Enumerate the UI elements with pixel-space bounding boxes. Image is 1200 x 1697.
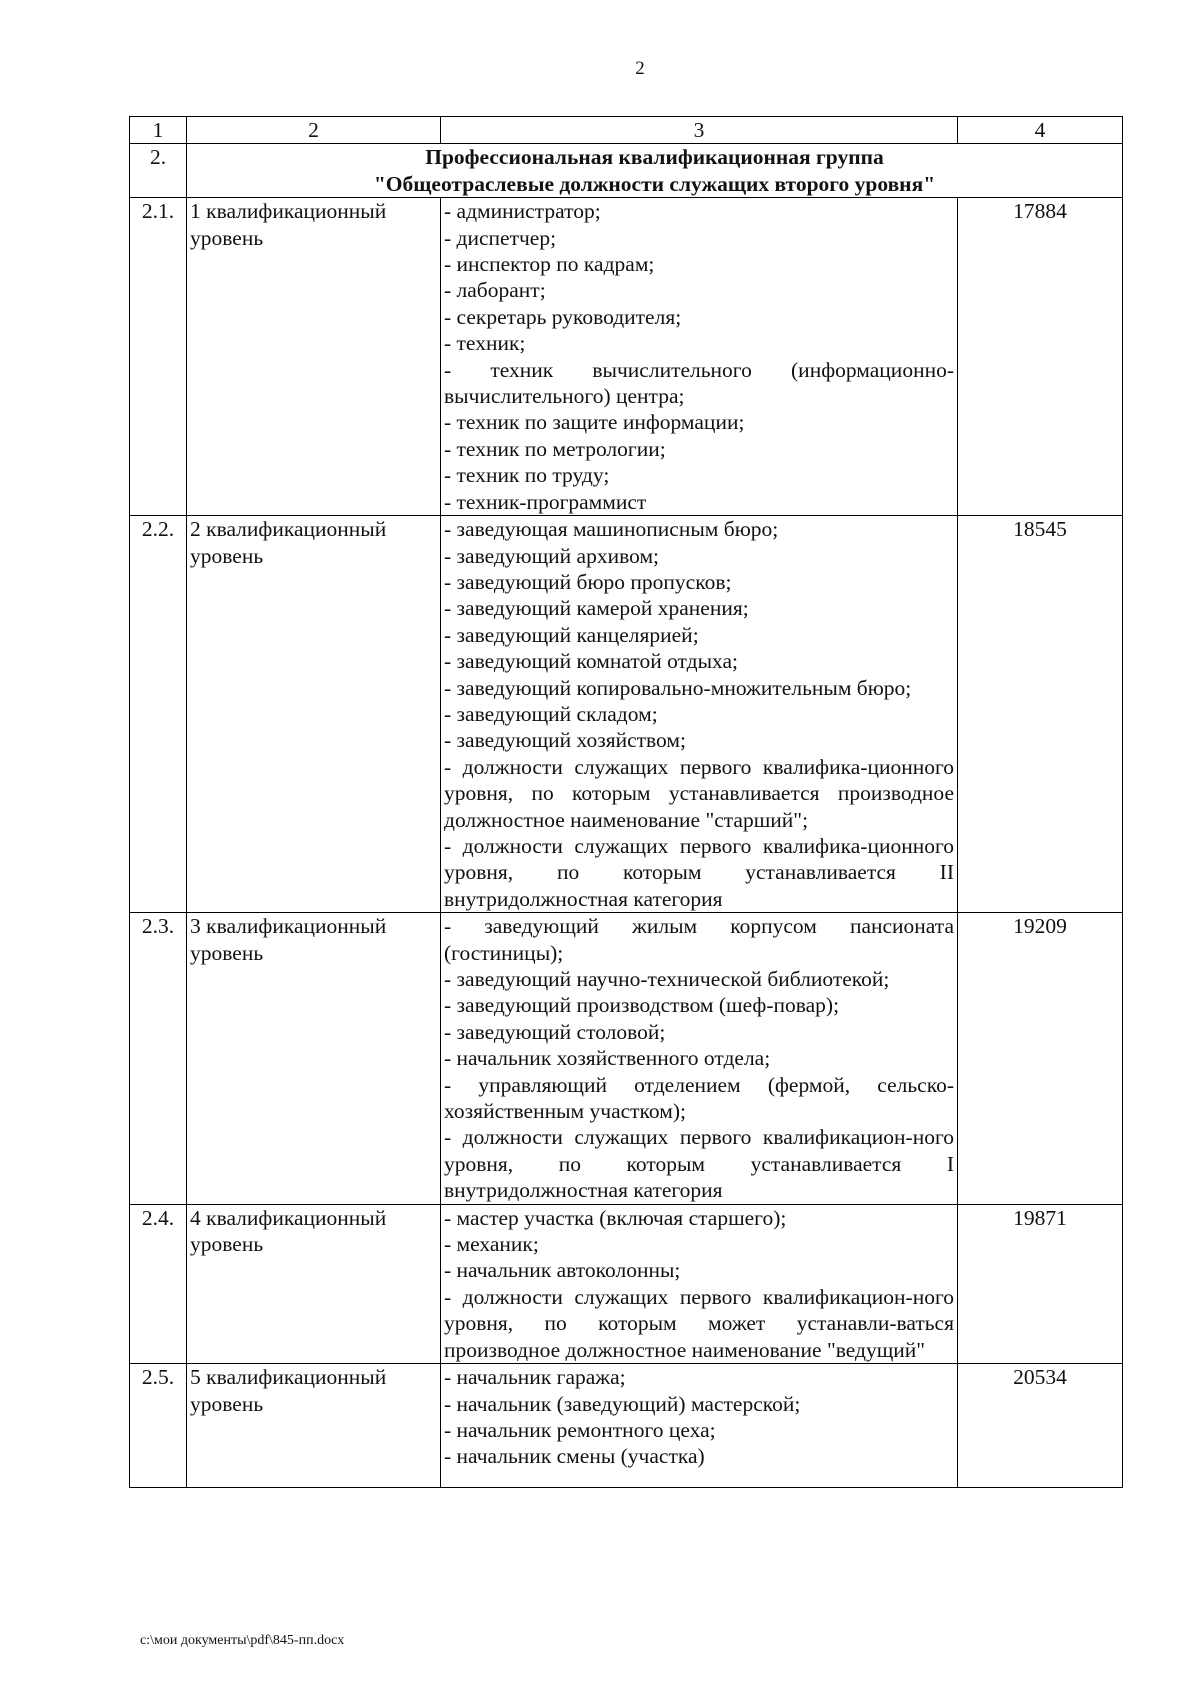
table-row — [130, 198, 1123, 516]
row-number: 2.3. — [130, 913, 187, 1204]
position-item: - мастер участка (включая старшего); — [444, 1205, 787, 1230]
position-item: - начальник хозяйственного отдела; — [444, 1046, 771, 1071]
position-item: - начальник ремонтного цеха; — [444, 1417, 716, 1442]
salary-value: 19209 — [958, 913, 1123, 1204]
position-item: - заведующий канцелярией; — [444, 622, 699, 647]
group-number: 2. — [130, 144, 187, 198]
position-item: - заведующая машинописным бюро; — [444, 517, 779, 542]
position-item: - техник по труду; — [444, 463, 610, 488]
column-number-1: 1 — [130, 117, 187, 144]
position-item: - заведующий хозяйством; — [444, 728, 686, 753]
qualification-level: 4 квалификационный уровень — [187, 1204, 441, 1363]
row-number: 2.1. — [130, 198, 187, 516]
position-item: - должности служащих первого квалифика-ционного уровня, по которым устанавливается II внутридолжностная категория — [444, 833, 954, 911]
position-item: - заведующий складом; — [444, 701, 658, 726]
positions-list — [441, 516, 958, 913]
table-row — [130, 516, 1123, 913]
position-item: - должности служащих первого квалификацион-ного уровня, по которым может устанавли-ваться производное должностное наименование "ведущий" — [444, 1284, 954, 1362]
positions-list — [441, 1364, 958, 1488]
salary-value: 19871 — [958, 1204, 1123, 1363]
position-item: - заведующий жилым корпусом пансионата (гостиницы); — [444, 914, 954, 965]
position-item: - техник по защите информации; — [444, 410, 745, 435]
position-item: - заведующий архивом; — [444, 543, 660, 568]
row-number: 2.5. — [130, 1364, 187, 1488]
qualification-table — [129, 116, 1123, 1488]
position-item: - инспектор по кадрам; — [444, 252, 655, 277]
position-item: - заведующий бюро пропусков; — [444, 569, 732, 594]
salary-value: 20534 — [958, 1364, 1123, 1488]
table-row — [130, 1204, 1123, 1363]
position-item: - техник по метрологии; — [444, 436, 666, 461]
position-item: - начальник гаража; — [444, 1365, 626, 1390]
position-item: - заведующий копировально-множительным бюро; — [444, 675, 912, 700]
position-item: - техник; — [444, 331, 526, 356]
qualification-level: 2 квалификационный уровень — [187, 516, 441, 913]
salary-value: 17884 — [958, 198, 1123, 516]
row-number: 2.4. — [130, 1204, 187, 1363]
position-item: - начальник автоколонны; — [444, 1258, 681, 1283]
salary-value: 18545 — [958, 516, 1123, 913]
column-number-2: 2 — [187, 117, 441, 144]
qualification-level: 1 квалификационный уровень — [187, 198, 441, 516]
position-item: - техник вычислительного (информационно-вычислительного) центра; — [444, 357, 954, 409]
level-rows — [130, 198, 1123, 1488]
row-number: 2.2. — [130, 516, 187, 913]
qualification-level: 5 квалификационный уровень — [187, 1364, 441, 1488]
position-item: - заведующий столовой; — [444, 1019, 666, 1044]
position-item: - диспетчер; — [444, 225, 557, 250]
position-item: - начальник (заведующий) мастерской; — [444, 1391, 801, 1416]
positions-list — [441, 913, 958, 1204]
qualification-level: 3 квалификационный уровень — [187, 913, 441, 1204]
position-item: - управляющий отделением (фермой, сельско-хозяйственным участком); — [444, 1072, 954, 1124]
positions-list — [441, 1204, 958, 1363]
position-item: - должности служащих первого квалифика-ционного уровня, по которым устанавливается производное должностное наименование "старший"; — [444, 754, 954, 832]
position-item: - заведующий производством (шеф-повар); — [444, 993, 840, 1018]
position-item: - заведующий камерой хранения; — [444, 596, 749, 621]
position-item: - заведующий научно-технической библиотекой; — [444, 967, 890, 991]
group-title-line-1: Профессиональная квалификационная группа — [425, 145, 884, 170]
position-item: - техник-программист — [444, 489, 647, 514]
footer-file-path: c:\мои документы\pdf\845-пп.docx — [140, 1633, 345, 1648]
position-item: - начальник смены (участка) — [444, 1444, 705, 1469]
group-title-line-2: "Общеотраслевые должности служащих второго уровня" — [373, 171, 936, 196]
position-item: - механик; — [444, 1232, 539, 1257]
column-number-row — [130, 117, 1123, 144]
column-number-3: 3 — [441, 117, 958, 144]
position-item: - администратор; — [444, 199, 601, 224]
position-item: - лаборант; — [444, 278, 546, 303]
group-row — [130, 144, 1123, 198]
positions-list — [441, 198, 958, 516]
table-row — [130, 1364, 1123, 1488]
column-number-4: 4 — [958, 117, 1123, 144]
position-item: - должности служащих первого квалификацион-ного уровня, по которым устанавливается I внутридолжностная категория — [444, 1125, 954, 1203]
group-title — [187, 144, 1123, 198]
position-item: - заведующий комнатой отдыха; — [444, 649, 739, 674]
position-item: - секретарь руководителя; — [444, 304, 682, 329]
table-row — [130, 913, 1123, 1204]
page-number: 2 — [635, 58, 645, 79]
